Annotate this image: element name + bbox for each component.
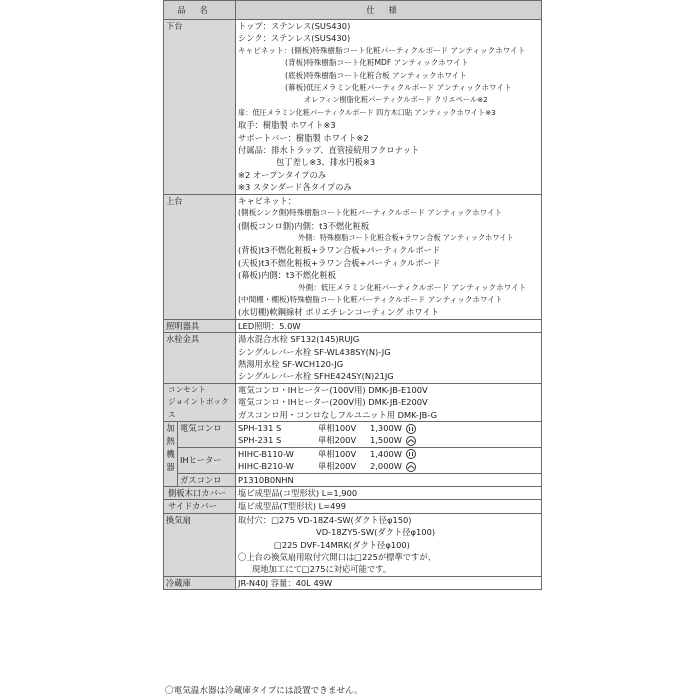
suisen-value [236, 333, 542, 384]
heater-line [238, 434, 539, 446]
spec-line: ※2 オープンタイプのみ [238, 169, 327, 180]
denki-label: 電気コンロ [178, 422, 236, 448]
spec-line: キャビネット： [238, 195, 297, 206]
spec-line: 電気コンロ・IHヒーター(100V用) DMK-JB-E100V [238, 384, 428, 395]
kanetsu-char: 加 [166, 423, 175, 433]
side-value: 塩ビ成型品(T型形状) L=499 [236, 500, 542, 513]
heater-line [238, 422, 539, 434]
spec-line: 外側：特殊樹脂コート化粧合板+ラワン合板 アンティックホワイト [298, 232, 514, 242]
heater-power: 単相200V [318, 461, 357, 472]
kankisen-label: 換気扇 [164, 513, 236, 576]
suisen-row [164, 333, 542, 384]
spec-line: シンク：ステンレス(SUS430) [238, 33, 351, 44]
gas-label: ガスコンロ [178, 473, 236, 486]
spec-line: ※3 スタンダード各タイプのみ [238, 182, 352, 193]
heater-watt: 1,300W [370, 423, 402, 433]
spec-line: (幕板)低圧メラミン化粧パーティクルボード アンティックホワイト [285, 83, 512, 93]
denki-value [236, 422, 542, 448]
spec-line: 電気コンロ・IHヒーター(200V用) DMK-JB-E200V [238, 397, 428, 408]
spec-line: (水切棚)軟鋼線材 ポリエチレンコーティング ホワイト [238, 307, 439, 318]
spec-line: オレフィン樹脂化粧パーティクルボード クリエペール※2 [304, 95, 488, 105]
kankisen-row [164, 513, 542, 576]
concent-label-2: ジョイントボックス [168, 397, 229, 419]
spec-line: 取手：樹脂製 ホワイト※3 [238, 120, 336, 131]
spec-line: (中間棚・棚板)特殊樹脂コート化粧パーティクルボード アンティックホワイト [238, 294, 503, 304]
heater-model: SPH-131 S [238, 423, 282, 433]
ih-value [236, 447, 542, 473]
heater-watt: 2,000W [370, 461, 402, 472]
spec-line: 包丁差し※3、排水円板※3 [276, 157, 376, 168]
side-row [164, 500, 542, 513]
kanetsu-label [164, 422, 178, 487]
spec-line: 湯水混合水栓 SF132(145)RUJG [238, 334, 360, 345]
spec-line: 取付穴：□275 VD-18Z4-SW(ダクト径φ150) [238, 514, 412, 525]
jodai-value [236, 194, 542, 319]
heater-power: 単相100V [318, 448, 357, 459]
kanetsu-char: 機 [166, 449, 175, 459]
kankisen-value [236, 513, 542, 576]
kadai-value [236, 20, 542, 195]
heater-watt: 1,500W [370, 435, 402, 446]
concent-label [164, 383, 236, 421]
concent-value [236, 383, 542, 421]
side-label: サイドカバー [164, 500, 236, 513]
gas-value: P1310B0NHN [236, 473, 542, 486]
sokuita-value: 塩ビ成型品(コ型形状) L=1,900 [236, 487, 542, 500]
outlet-100v-icon [406, 449, 416, 459]
spec-line: VD-18ZY5-SW(ダクト径φ100) [316, 527, 436, 538]
spec-line: (背板)特殊樹脂コート化粧MDF アンティックホワイト [285, 58, 469, 68]
shomei-row [164, 319, 542, 332]
footnote: 〇電気温水器は冷蔵庫タイプには設置できません。 [165, 686, 363, 696]
concent-label-1: コンセント [168, 384, 206, 394]
spec-line: (背板)t3不燃化粧板+ラワン合板+パーティクルボード [238, 245, 441, 256]
heater-line [238, 460, 539, 472]
kadai-row [164, 20, 542, 195]
heater-watt: 1,400W [370, 448, 402, 459]
suisen-label: 水栓金具 [164, 333, 236, 384]
heater-line [238, 448, 539, 460]
gas-row [164, 473, 542, 486]
spec-line: (底板)特殊樹脂コート化粧合板 アンティックホワイト [285, 70, 467, 80]
header-name: 品名 [164, 1, 236, 20]
ih-label: IHヒーター [178, 447, 236, 473]
spec-line: 熱湯用水栓 SF-WCH120-JG [238, 358, 344, 369]
heater-model: SPH-231 S [238, 435, 282, 446]
spec-line: キャビネット：(側板)特殊樹脂コート化粧パーティクルボード アンティックホワイト [238, 45, 526, 55]
jodai-row [164, 194, 542, 319]
spec-line: (側板コンロ側)内側：t3不燃化粧板 [238, 220, 370, 231]
sokuita-label: 側板木口カバー [164, 487, 236, 500]
header-spec: 仕様 [236, 1, 542, 20]
heater-model: HIHC-B110-W [238, 448, 294, 459]
spec-line: 扉：低圧メラミン化粧パーティクルボード 四方木口貼 アンティックホワイト※3 [238, 107, 496, 117]
heater-model: HIHC-B210-W [238, 461, 294, 472]
spec-line: シングルレバー水栓 SF-WL438SY(N)-JG [238, 346, 391, 357]
spec-line: 〇上台の換気扇用取付穴開口は□225が標準ですが、 [238, 552, 436, 563]
spec-line: 外側：低圧メラミン化粧パーティクルボード アンティックホワイト [298, 282, 527, 292]
spec-line: □225 DVF-14MRK(ダクト径φ100) [274, 539, 410, 550]
spec-line: 付属品：排水トラップ、直管接続用フクロナット [238, 145, 420, 156]
heater-power: 単相200V [318, 435, 357, 446]
reizouko-value: JR-N40J 容量：40L 49W [236, 576, 542, 589]
reizouko-label: 冷蔵庫 [164, 576, 236, 589]
spec-line: (天板)t3不燃化粧板+ラワン合板+パーティクルボード [238, 257, 441, 268]
kanetsu-char: 熱 [166, 436, 175, 446]
reizouko-row [164, 576, 542, 589]
ih-row [164, 447, 542, 473]
kadai-label: 下台 [164, 20, 236, 195]
spec-line: (側板シンク側)特殊樹脂コート化粧パーティクルボード アンティックホワイト [238, 208, 503, 218]
spec-line: トップ：ステンレス(SUS430) [238, 21, 351, 31]
spec-line: シングルレバー水栓 SFHE424SY(N)21JG [238, 371, 394, 382]
outlet-200v-icon [406, 436, 416, 446]
jodai-label: 上台 [164, 194, 236, 319]
sokuita-row [164, 487, 542, 500]
heater-power: 単相100V [318, 423, 357, 433]
spec-line: ガスコンロ用・コンロなしフルユニット用 DMK-JB-G [238, 409, 438, 420]
kanetsu-char: 器 [166, 462, 175, 472]
shomei-label: 照明器具 [164, 319, 236, 332]
shomei-value: LED照明：5.0W [236, 319, 542, 332]
denki-row [164, 422, 542, 448]
spec-line: サポートバー：樹脂製 ホワイト※2 [238, 132, 369, 143]
table-header-row [164, 1, 542, 20]
spec-line: 現地加工にて□275に対応可能です。 [252, 564, 392, 575]
spec-table [163, 0, 542, 590]
outlet-200v-icon [406, 462, 416, 472]
spec-line: (幕板)内側：t3不燃化粧板 [238, 270, 336, 281]
concent-row [164, 383, 542, 421]
outlet-100v-icon [406, 424, 416, 434]
